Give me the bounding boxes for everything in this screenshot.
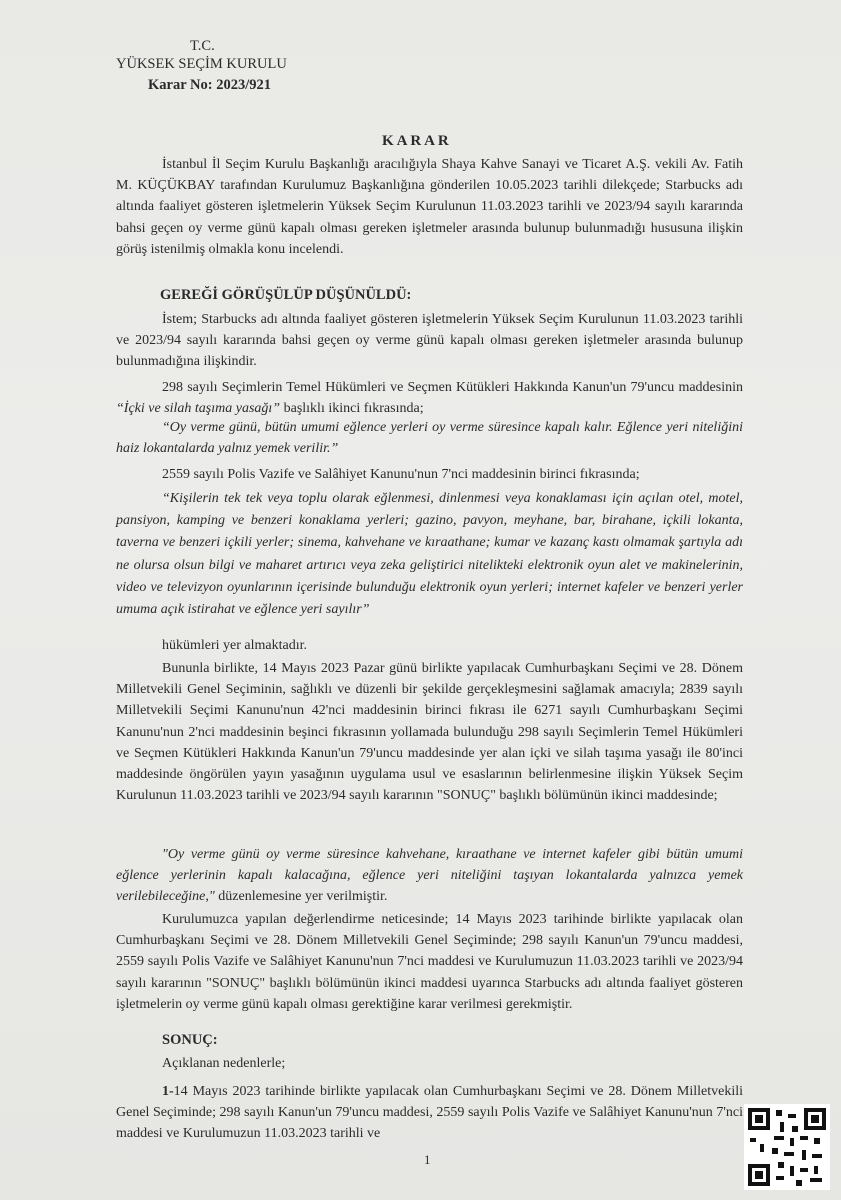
heading-result: SONUÇ: bbox=[162, 1032, 218, 1048]
page-number: 1 bbox=[424, 1152, 431, 1167]
header-institution: YÜKSEK SEÇİM KURULU bbox=[116, 56, 287, 72]
paragraph-furthermore: Bununla birlikte, 14 Mayıs 2023 Pazar günü birlikte yapılacak Cumhurbaşkanı Seçimi ve 28. Dönem Milletvekili Genel Seçiminin, sağlıklı ve düzenli bir şekilde gerçekleşmesini sağlamak amacıyla; 2839 sayılı Milletvekili Seçimi Kanunu'nun 42'nci maddesinin birinci fıkrası ile 6271 sayılı Cumhurbaşkanı Seçimi Kanunu'nun 2'nci maddesinin beşinci fıkrasının yollamada bulunduğu 298 sayılı Seçimlerin Temel Hükümleri ve Seçmen Kütükleri Hakkında Kanun'un 79'uncu maddesinde yer alan içki ve silah taşıma yasağı ile 80'inci maddesinde öngörülen yayın yasağının uygulama usul ve esaslarının belirlenmesine ilişkin Yüksek Seçim Kurulunun 11.03.2023 tarihli ve 2023/94 sayılı kararının "SONUÇ" başlıklı bölümünün ikinci maddesinde; bbox=[116, 661, 743, 804]
paragraph-law-298 bbox=[116, 377, 743, 419]
law-298-text-b: başlıklı ikinci fıkrasında; bbox=[280, 401, 424, 417]
law-298-italic-title: “İçki ve silah taşıma yasağı” bbox=[116, 401, 281, 417]
result-item-1-number: 1- bbox=[162, 1084, 174, 1099]
document-title: K A R A R bbox=[382, 133, 449, 149]
paragraph-evaluation: Kurulumuzca yapılan değerlendirme neticesinde; 14 Mayıs 2023 tarihinde birlikte yapılacak olan Cumhurbaşkanı Seçimi ve 28. Dönem Milletvekili Genel Seçiminde; 298 sayılı Kanun'un 79'uncu maddesi, 2559 sayılı Polis Vazife ve Salâhiyet Kanunu'nun 7'nci maddesi ve Kurulumuzun 11.03.2023 tarihli ve 2023/94 sayılı kararının "SONUÇ" başlıklı bölümünün ikinci maddesi uyarınca Starbucks adı altında faaliyet gösteren işletmelerin oy verme günü kapalı olması gerektiğine karar verilmesi gerekmiştir. bbox=[116, 912, 743, 1012]
quote-law-2559: “Kişilerin tek tek veya toplu olarak eğlenmesi, dinlenmesi veya konaklaması için açılan otel, motel, pansiyon, kamping ve benzeri konaklama yerleri; gazino, pavyon, meyhane, bar, birahane, içkili lokanta, taverna ve benzeri içkili yerler; sinema, kahvehane ve kıraathane; kumar ve kazanç kastı olmamak şartıyla adı ne olursa olsun bilgi ve maharet artırıcı veya zeka geliştirici nitelikteki elektronik oyun alet ve makinelerinin, video ve televizyon oyunlarının içerisinde bulunduğu elektronik oyun yerleri; internet kafeler ve benzeri yerler umuma açık istirahat ve eğlence yeri sayılır” bbox=[116, 491, 743, 618]
qr-code-icon bbox=[744, 1104, 830, 1190]
paragraph-reasons: Açıklanan nedenlerle; bbox=[162, 1056, 286, 1071]
heading-deliberation: GEREĞİ GÖRÜŞÜLÜP DÜŞÜNÜLDÜ: bbox=[160, 287, 412, 303]
intro-paragraph: İstanbul İl Seçim Kurulu Başkanlığı aracılığıyla Shaya Kahve Sanayi ve Ticaret A.Ş. vekili Av. Fatih M. KÜÇÜKBAY tarafından Kurulumuz Başkanlığına gönderilen 10.05.2023 tarihli dilekçede; Starbucks adı altında faaliyet gösteren işletmelerin Yüksek Seçim Kurulunun 11.03.2023 tarihli ve 2023/94 sayılı kararında bahsi geçen oy verme günü kapalı olması gereken işletmeler arasında bulunup bulunmadığı hususuna ilişkin görüş istenilmiş olmakla konu incelendi. bbox=[116, 157, 743, 257]
paragraph-istem: İstem; Starbucks adı altında faaliyet gösteren işletmelerin Yüksek Seçim Kurulunun 11.03.2023 tarihli ve 2023/94 sayılı kararında bahsi geçen oy verme günü kapalı olması gereken işletmeler arasında bulunup bulunmadığına ilişkindir. bbox=[116, 312, 743, 370]
quote-decision-italic: "Oy verme günü oy verme süresince kahvehane, kıraathane ve internet kafeler gibi bütün umumi eğlence yerlerinin kapalı kalacağına, eğlence yeri niteliğini taşıyan lokantalarda yalnızca yemek verilebileceğine," bbox=[116, 847, 743, 905]
result-item-1-text: 14 Mayıs 2023 tarihinde birlikte yapılacak olan Cumhurbaşkanı Seçimi ve 28. Dönem Milletvekili Genel Seçiminde; 298 sayılı Kanun'un 79'uncu maddesi, 2559 sayılı Polis Vazife ve Salâhiyet Kanunu'nun 7'nci maddesi ve Kurulumuzun 11.03.2023 tarihli ve bbox=[116, 1084, 743, 1142]
quote-law-298: “Oy verme günü, bütün umumi eğlence yerleri oy verme süresince kapalı kalır. Eğlence yeri niteliğini haiz lokantalarda yalnız yemek verilir.” bbox=[116, 420, 743, 457]
paragraph-provisions: hükümleri yer almaktadır. bbox=[162, 638, 308, 653]
header-decision-no: Karar No: 2023/921 bbox=[148, 77, 271, 93]
quote-decision-conclusion bbox=[116, 844, 743, 908]
paragraph-law-2559: 2559 sayılı Polis Vazife ve Salâhiyet Kanunu'nun 7'nci maddesinin birinci fıkrasında; bbox=[162, 467, 640, 482]
result-item-1 bbox=[116, 1081, 743, 1145]
quote-decision-tail: düzenlemesine yer verilmiştir. bbox=[214, 889, 388, 905]
law-298-text-a: 298 sayılı Seçimlerin Temel Hükümleri ve Seçmen Kütükleri Hakkında Kanun'un 79'uncu maddesinin bbox=[162, 380, 743, 395]
header-tc: T.C. bbox=[190, 38, 215, 54]
